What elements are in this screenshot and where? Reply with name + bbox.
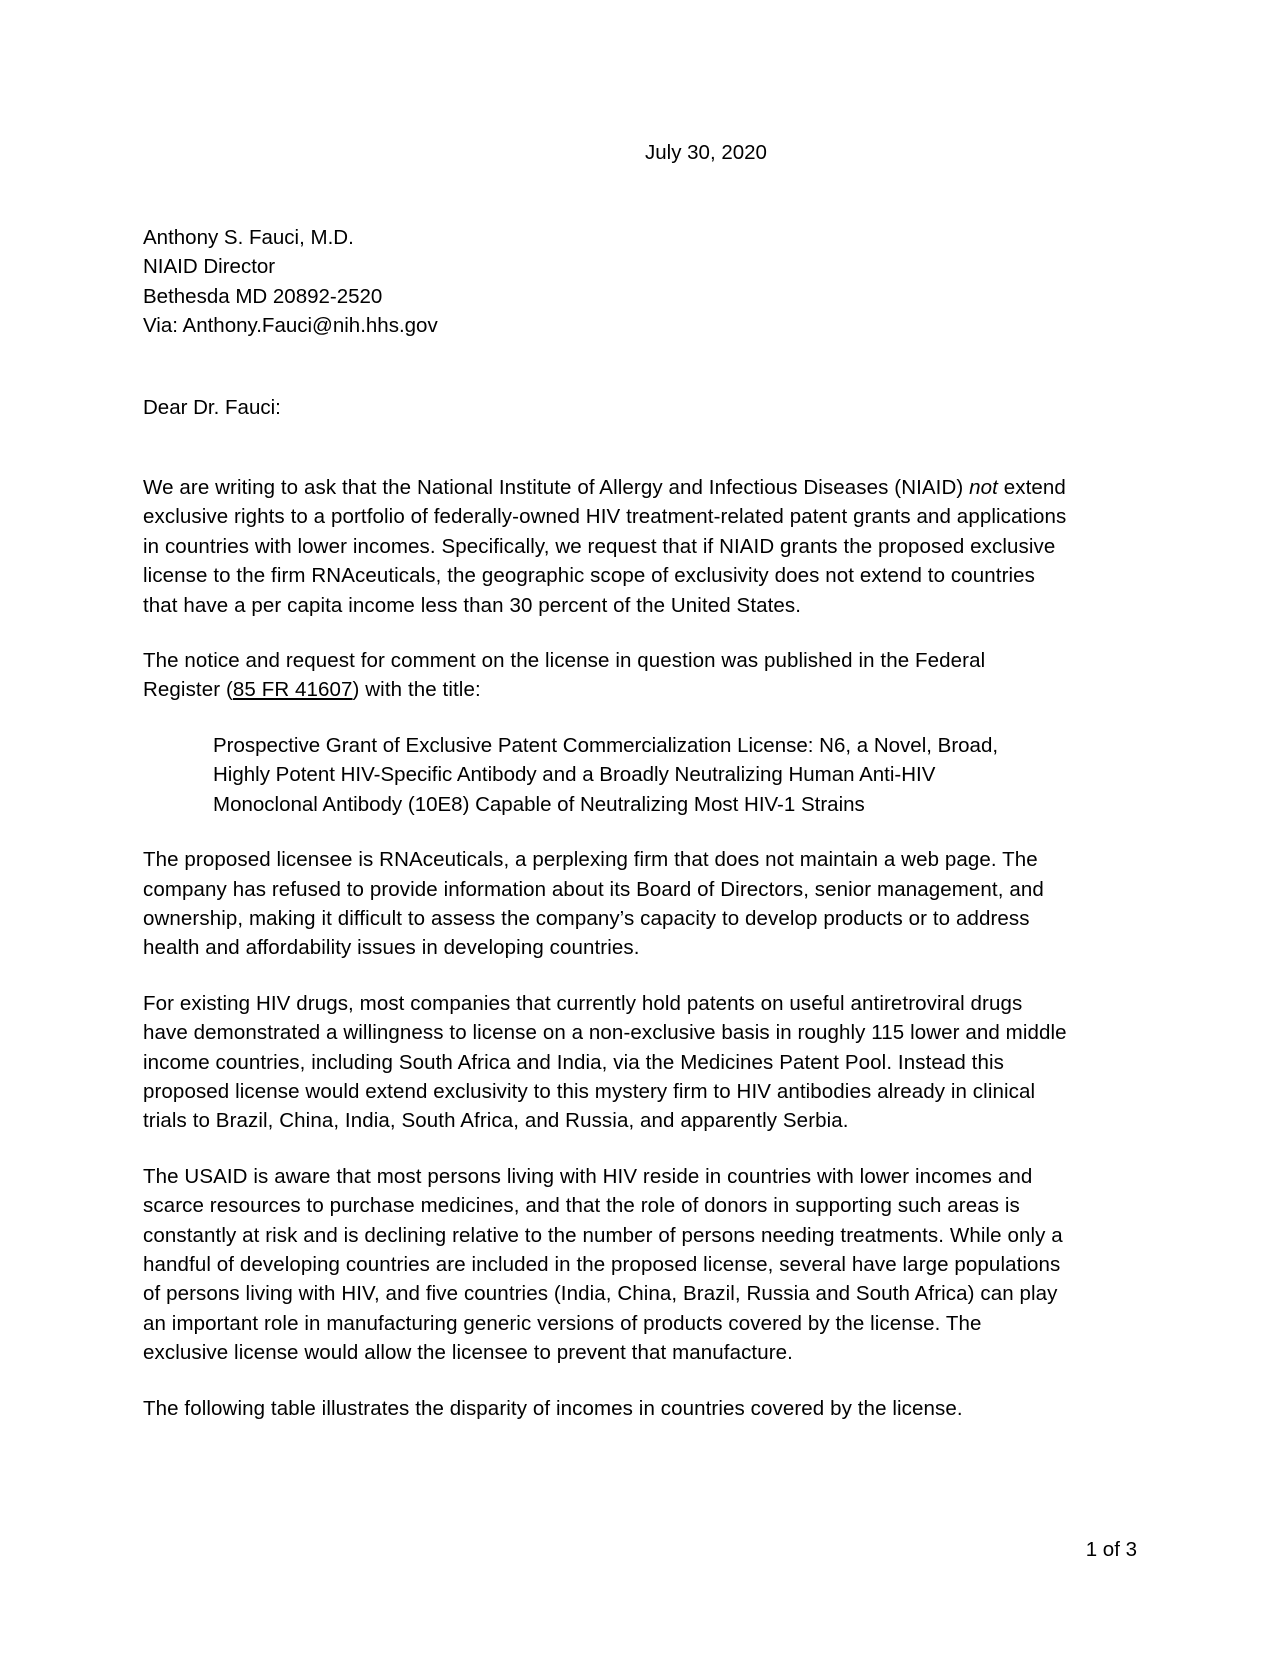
license-title-line: Highly Potent HIV-Specific Antibody and a Broadly Neutralizing Human Anti-HIV	[213, 763, 936, 787]
letter-body	[143, 473, 1068, 1423]
paragraph-4: For existing HIV drugs, most companies that currently hold patents on useful antiretroviral drugs have demonstrated a willingness to license on a non-exclusive basis in roughly 115 lower and middle income countries, including South Africa and India, via the Medicines Patent Pool. Instead this proposed license would extend exclusivity to this mystery firm to HIV antibodies already in clinical trials to Brazil, China, India, South Africa, and Russia, and apparently Serbia.	[143, 991, 1067, 1133]
paragraph-1-emphasis: not	[969, 476, 998, 500]
paragraph-3: The proposed licensee is RNAceuticals, a perplexing firm that does not maintain a web page. The company has refused to provide information about its Board of Directors, senior management, and ownership, making it difficult to assess the company’s capacity to develop products or to address health and affordability issues in developing countries.	[143, 848, 1044, 960]
recipient-title: NIAID Director	[143, 255, 276, 279]
recipient-address-block	[143, 223, 1068, 341]
letter-date: July 30, 2020	[645, 141, 767, 164]
paragraph-1	[143, 473, 1068, 620]
federal-register-link[interactable]: 85 FR 41607	[232, 678, 353, 702]
recipient-address: Bethesda MD 20892-2520	[143, 284, 383, 308]
salutation: Dear Dr. Fauci:	[143, 395, 281, 419]
paragraph-2-part-1: The notice and request for comment on the license in question was published in the Federal Register (	[143, 649, 986, 702]
paragraph-1-part-1: We are writing to ask that the National Institute of Allergy and Infectious Diseases (NIAID)	[143, 476, 970, 500]
license-title-line: Monoclonal Antibody (10E8) Capable of Neutralizing Most HIV-1 Strains	[213, 792, 865, 816]
paragraph-2-part-2: ) with the title:	[352, 678, 481, 702]
letter-content	[143, 0, 1068, 1449]
license-title-line: Prospective Grant of Exclusive Patent Commercialization License: N6, a Novel, Broad,	[213, 733, 999, 757]
paragraph-6: The following table illustrates the disparity of incomes in countries covered by the license.	[143, 1396, 963, 1420]
license-title-quote	[143, 731, 1068, 819]
recipient-email-via: Via: Anthony.Fauci@nih.hhs.gov	[143, 314, 438, 338]
page-number-footer: 1 of 3	[1085, 1538, 1137, 1561]
paragraph-1-part-2: extend exclusive rights to a portfolio of federally-owned HIV treatment-related patent grants and applications in countries with lower incomes. Specifically, we request that if NIAID grants the proposed exclusive license to the firm RNAceuticals, the geographic scope of exclusivity does not extend to countries that have a per capita income less than 30 percent of the United States.	[143, 476, 1067, 617]
paragraph-2	[143, 646, 1068, 705]
paragraph-5: The USAID is aware that most persons living with HIV reside in countries with lower incomes and scarce resources to purchase medicines, and that the role of donors in supporting such areas is constantly at risk and is declining relative to the number of persons needing treatments. While only a handful of developing countries are included in the proposed license, several have large populations of persons living with HIV, and five countries (India, China, Brazil, Russia and South Africa) can play an important role in manufacturing generic versions of products covered by the license. The exclusive license would allow the licensee to prevent that manufacture.	[143, 1164, 1063, 1365]
recipient-name: Anthony S. Fauci, M.D.	[143, 226, 354, 249]
